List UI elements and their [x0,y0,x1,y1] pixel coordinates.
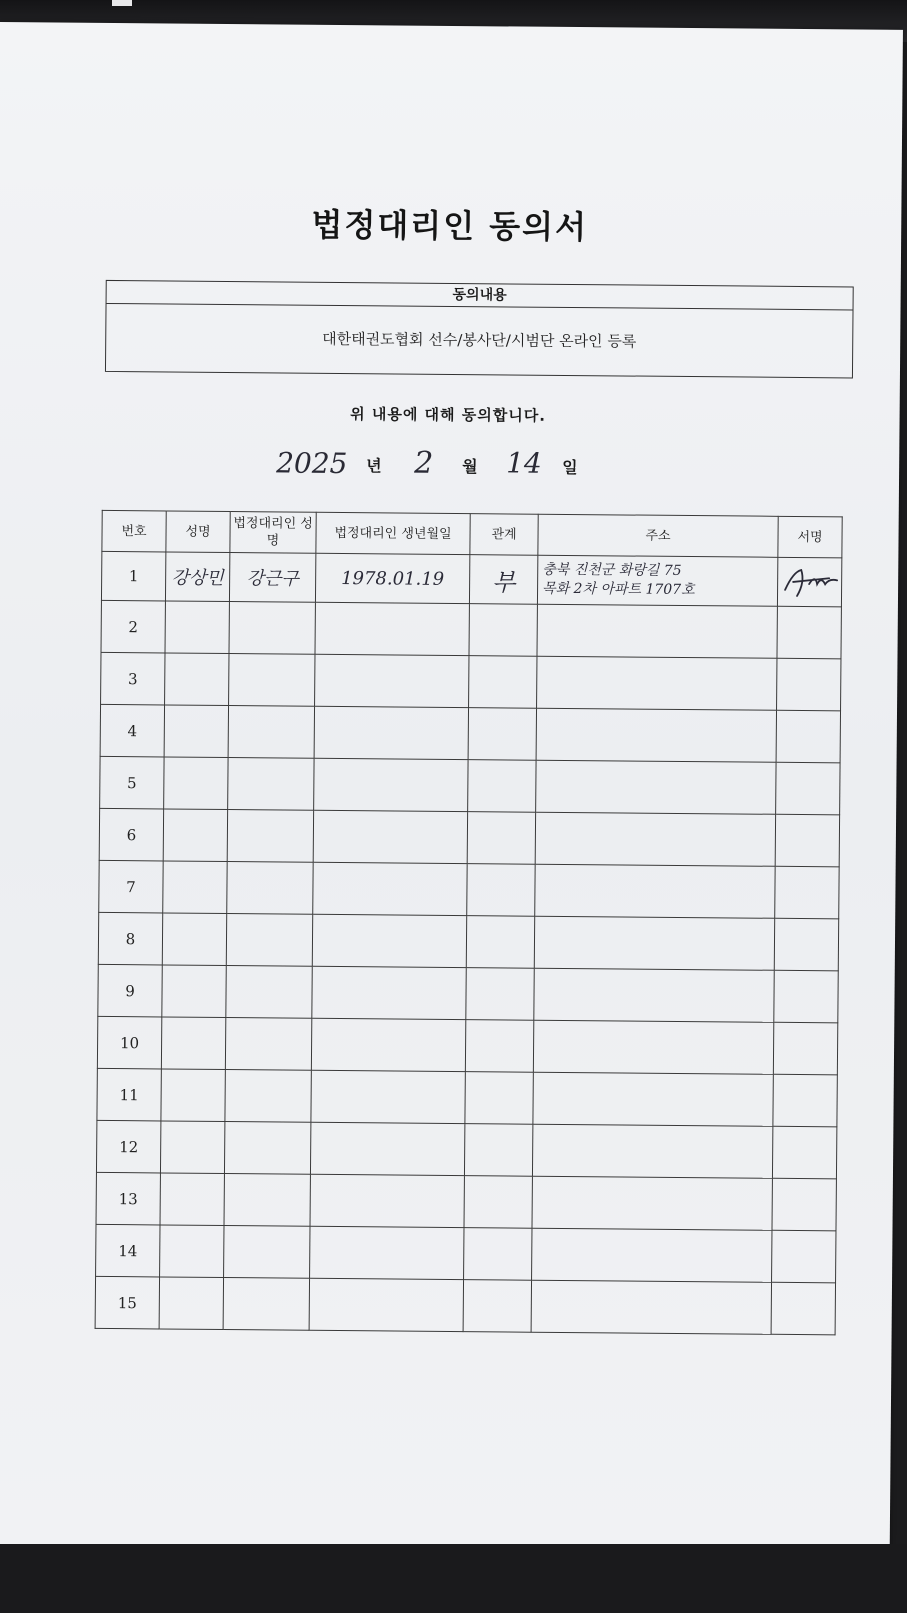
table-row [98,964,838,1022]
table-row [96,1224,836,1282]
date-month-unit: 월 [462,457,478,477]
table-row [99,808,839,866]
row-number: 1 [101,551,165,601]
table-row [98,912,838,970]
signature-cell [777,557,841,607]
table-row [100,704,840,762]
table-row [101,600,841,658]
background-bottom [0,1544,907,1613]
agreement-statement: 위 내용에 대해 동의합니다. [350,405,547,425]
date-year-unit: 년 [366,456,382,476]
guardian-name-handwritten: 강근구 [229,553,315,603]
consent-content: 대한태권도협회 선수/봉사단/시범단 온라인 등록 [322,329,637,351]
table-header-row [102,510,842,557]
row-number: 6 [99,808,163,861]
address-line-2: 목화 2차 아파트 1707호 [542,580,695,599]
row-number: 10 [97,1016,161,1069]
paper-corner [112,0,132,6]
date-year-handwritten: 2025 [276,446,348,481]
handwritten-signature [778,562,840,603]
row-number: 5 [100,756,164,809]
row-number: 2 [101,600,165,653]
row-number: 8 [98,912,162,965]
table-row [99,860,839,918]
date-month-handwritten: 2 [414,445,434,481]
table-row [96,1172,836,1230]
row-number: 15 [95,1276,159,1329]
row-number: 13 [96,1172,160,1225]
table-row [95,1276,835,1334]
table-row [101,551,841,606]
consent-box [105,280,854,379]
header-name: 성명 [166,511,230,553]
participant-name-handwritten: 강상민 [165,552,229,602]
date-day-handwritten: 14 [506,446,542,480]
row-number: 12 [96,1120,160,1173]
date-row [0,442,899,490]
date-day-unit: 일 [562,457,578,478]
header-guardian-birth: 법정대리인 생년월일 [316,512,470,554]
row-number: 9 [98,964,162,1017]
guardian-birth-handwritten: 1978.01.19 [315,553,469,603]
row-number: 11 [97,1068,161,1121]
table-row [96,1120,836,1178]
relation-handwritten: 부 [469,555,537,605]
document-page [0,22,903,1552]
row-number: 3 [101,652,165,705]
row-number: 4 [100,704,164,757]
table-row [97,1068,837,1126]
address-line-1: 충북 진천군 화랑길 75 [542,561,682,579]
address-handwritten [537,555,777,606]
row-number: 14 [96,1224,160,1277]
header-address: 주소 [538,514,778,557]
consent-heading: 동의내용 [107,281,853,311]
header-no: 번호 [102,510,166,552]
table-row [100,756,840,814]
table-row [97,1016,837,1074]
guardian-table [95,510,843,1335]
document-title: 법정대리인 동의서 [311,205,589,247]
header-guardian-name: 법정대리인 성명 [230,512,316,554]
table-row [101,652,841,710]
header-signature: 서명 [778,516,842,558]
row-number: 7 [99,860,163,913]
header-relation: 관계 [470,514,538,556]
